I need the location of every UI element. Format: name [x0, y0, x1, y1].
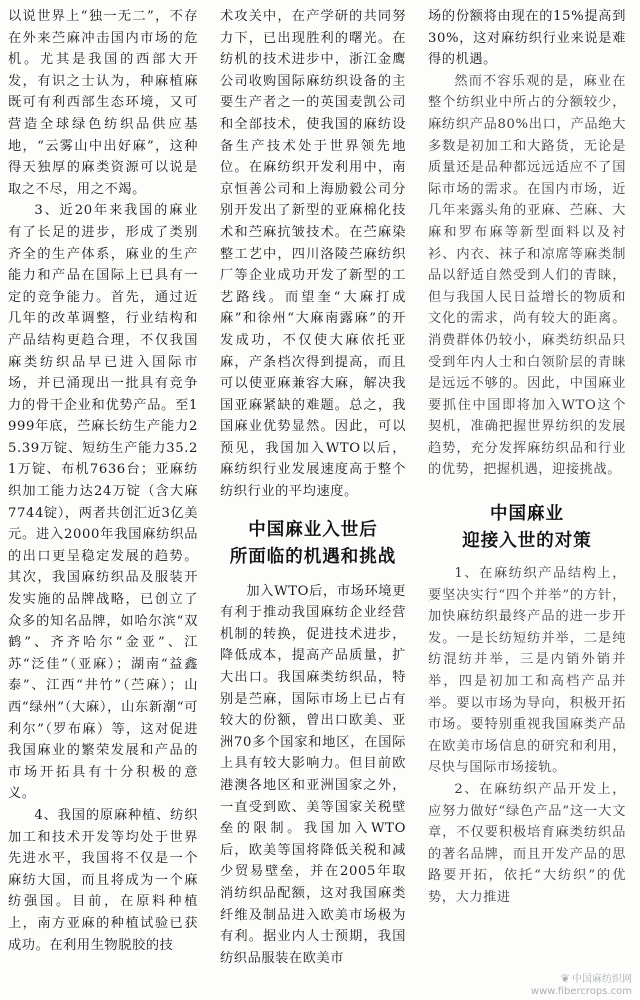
paragraph: 以说世界上“独一无二”，不存在外来苎麻冲击国内市场的危机。尤其是我国的西部大开发，有识之士认为，种麻植麻既可有利西部生态环境，又可营造全球绿色纺织品供应基地，“云雾山中出好麻”，这种得天独厚的麻类资源可以说是取之不尽，用之不竭。: [8, 9, 198, 197]
paragraph: 4、我国的原麻种植、纺织加工和技术开发等均处于世界先进水平，我国将不仅是一个麻纺大国，而且将成为一个麻纺强国。目前，在原料种植上，南方亚麻的种植试验已获成功。在利用生物脱胶的技: [8, 807, 198, 953]
heading-line: 中国麻业: [490, 504, 564, 525]
paragraph: 术攻关中，在产学研的共同努力下，已出现胜利的曙光。在纺机的技术进步中，浙江金鹰公司收购国际麻纺织设备的主要生产者之一的英国麦凯公司和全部技术，使我国的麻纺设备生产技术处于世界领先地位。在麻纺织开发利用中，南京恒善公司和上海励毅公司分别开发出了新型的亚麻棉化技术和苎麻抗皱技术。在苎麻染整工艺中，四川洛陵苎麻纺织厂等企业成功开发了新型的工艺路线。而望奎“大麻打成麻”和徐州“大麻南露麻”的开发成功，不仅使大麻依托亚麻，产条档次得到提高，而且可以使亚麻兼容大麻，解决我国亚麻紧缺的难题。总之，我国麻业优势显然。因此，可以预见，我国加入WTO以后，麻纺织行业发展速度高于整个纺织行业的平均速度。: [220, 9, 406, 500]
section-heading-countermeasures: [428, 501, 626, 555]
text-column-3: [428, 6, 626, 909]
heading-line: 迎接入世的对策: [462, 531, 592, 552]
section-heading-opportunities: [220, 517, 406, 571]
heading-line: 所面临的机遇和挑战: [229, 546, 397, 567]
watermark-title: 中国麻纺织网: [572, 974, 632, 985]
paragraph: 加入WTO后，市场环境更有利于推动我国麻纺企业经营机制的转换，促进技术进步，降低成本，提高产品质量，扩大出口。我国麻类纺织品，特别是苎麻，国际市场上已占有较大的份额，曾出口欧美、亚洲70多个国家和地区，在国际上具有较大影响力。但目前欧港澳各地区和亚洲国家之外，一直受到欧、美等国家关税壁垒的限制。我国加入WTO后，欧美等国将降低关税和减少贸易壁垒，并在2005年取消纺织品配额，这对我国麻类纤维及制品进入欧美市场极为有利。据业内人士预期，我国纺织品服装在欧美市: [220, 583, 406, 966]
paragraph: 1、在麻纺织产品结构上，要坚决实行“四个并举”的方针，加快麻纺织最终产品的进一步开发。一是长纺短纺并举，二是纯纺混纺并举，三是内销外销并举，四是初加工和高档产品并举。要以市场为导向，积极开拓市场。要特别重视我国麻类产品在欧美市场信息的研究和利用，尽快与国际市场接轨。: [428, 566, 626, 776]
leaf-icon: ❦: [560, 972, 570, 985]
paragraph: 然而不容乐观的是，麻业在整个纺织业中所占的分额较少，麻纺织产品80%出口，产品绝大多数是初加工和大路货，无论是质量还是品种都远远适应不了国际市场的需求。在国内市场，近几年来露头角的亚麻、苎麻、大麻和罗布麻等新型面料以及衬衫、内衣、袜子和凉席等麻类制品以舒适自然受到人们的青睐，但与我国人民日益增长的物质和文化的需求，尚有较大的距离。消费群体仍较小，麻类纺织品只受到年内人士和白领阶层的青睐是远远不够的。因此，中国麻业要抓住中国即将加入WTO这个契机，准确把握世界纺织的发展趋势，充分发挥麻纺织品和行业的优势，把握机遇，迎接挑战。: [428, 73, 626, 478]
site-watermark: [531, 973, 632, 998]
heading-line: 中国麻业入世后: [248, 519, 378, 540]
text-column-2: [220, 6, 406, 969]
paragraph: 3、近20年来我国的麻业有了长足的进步，形成了类别齐全的生产体系，麻业的生产能力和产品在国际上已具有一定的竞争能力。首先，通过近几年的改革调整，行业结构和产品结构更趋合理，不仅我国麻类纺织品早已进入国际市场，并已涌现出一批具有竞争力的骨干企业和优势产品。至1999年底，苎麻长纺生产能力25.39万锭、短纺生产能力35.21万锭、布机7636台；亚麻纺织加工能力达24万锭（含大麻7744锭），两者共创汇近3亿美元。进入2000年我国麻纺织品的出口更呈稳定发展的趋势。其次，我国麻纺织品及服装开发实施的品牌战略，已创立了众多的知名品牌，如哈尔滨“双鹤”、齐齐哈尔“金亚”、江苏“泛佳”（亚麻）；湖南“益鑫泰”、江西“井竹”（苎麻）；山西“绿州”（大麻），山东新潮“可利尔”（罗布麻）等，这对促进我国麻业的繁荣发展和产品的市场开拓具有十分积极的意义。: [8, 203, 199, 802]
paragraph: 2、在麻纺织产品开发上，应努力做好“绿色产品”这一大文章，不仅要积极培育麻类纺织品的著名品牌，而且开发产品的思路要开拓，依托“大纺织”的优势，大力推进: [428, 782, 626, 905]
text-column-1: [8, 6, 198, 956]
watermark-url: www.fibercrops.com: [530, 986, 632, 997]
paragraph: 场的份额将由现在的15%提高到30%，这对麻纺织行业来说是难得的机遇。: [428, 9, 626, 68]
